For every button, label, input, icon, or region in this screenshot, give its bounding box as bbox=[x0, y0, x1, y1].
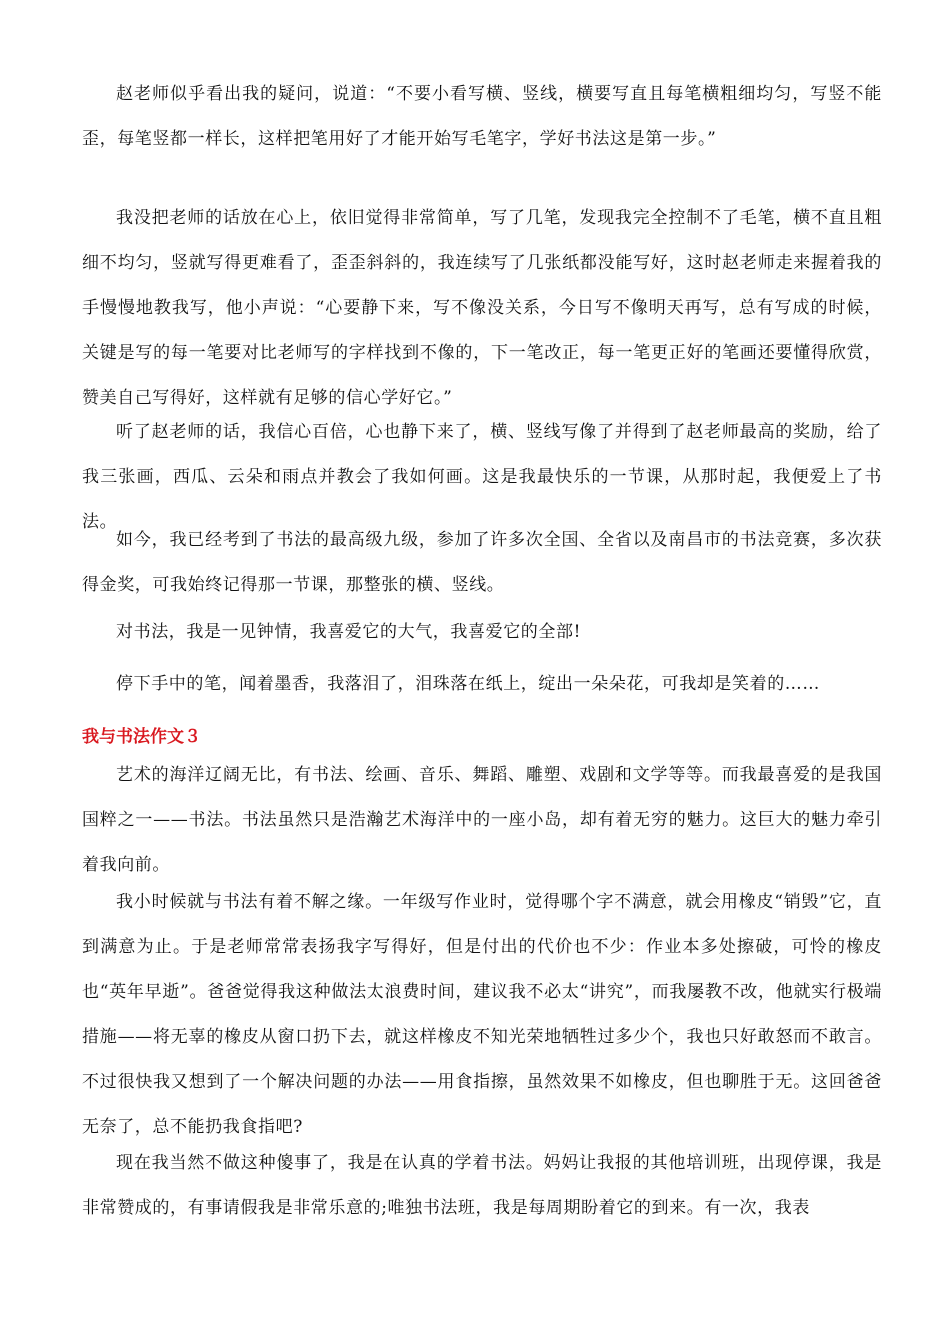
paragraph: 我小时候就与书法有着不解之缘。一年级写作业时，觉得哪个字不满意，就会用橡皮“销毁”它，直到满意为止。于是老师常常表扬我字写得好，但是付出的代价也不少：作业本多处擦破，可怜的橡皮也“英年早逝”。爸爸觉得我这种做法太浪费时间，建议我不必太“讲究”，而我屡教不改，他就实行极端措施——将无辜的橡皮从窗口扔下去，就这样橡皮不知光荣地牺牲过多少个，我也只好敢怒而不敢言。不过很快我又想到了一个解决问题的办法——用食指擦，虽然效果不如橡皮，但也聊胜于无。这回爸爸无奈了，总不能扔我食指吧? bbox=[82, 892, 882, 1137]
paragraph: 如今，我已经考到了书法的最高级九级，参加了许多次全国、全省以及南昌市的书法竞赛，多次获得金奖，可我始终记得那一节课，那整张的横、竖线。 bbox=[82, 530, 882, 595]
section-heading: 我与书法作文３ bbox=[82, 727, 201, 747]
paragraph: 我没把老师的话放在心上，依旧觉得非常简单，写了几笔，发现我完全控制不了毛笔，横不直且粗细不均匀，竖就写得更难看了，歪歪斜斜的，我连续写了几张纸都没能写好，这时赵老师走来握着我的手慢慢地教我写，他小声说：“心要静下来，写不像没关系，今日写不像明天再写，总有写成的时候，关键是写的每一笔要对比老师写的字样找到不像的，下一笔改正，每一笔更正好的笔画还要懂得欣赏，赞美自己写得好，这样就有足够的信心学好它。” bbox=[82, 208, 882, 408]
paragraph: 对书法，我是一见钟情，我喜爱它的大气，我喜爱它的全部! bbox=[116, 622, 582, 642]
paragraph: 艺术的海洋辽阔无比，有书法、绘画、音乐、舞蹈、雕塑、戏剧和文学等等。而我最喜爱的是我国国粹之一——书法。书法虽然只是浩瀚艺术海洋中的一座小岛，却有着无穷的魅力。这巨大的魅力牵引着我向前。 bbox=[82, 765, 882, 875]
paragraph: 赵老师似乎看出我的疑问，说道：“不要小看写横、竖线，横要写直且每笔横粗细均匀，写竖不能歪，每笔竖都一样长，这样把笔用好了才能开始写毛笔字，学好书法这是第一步。” bbox=[82, 84, 882, 149]
paragraph: 听了赵老师的话，我信心百倍，心也静下来了，横、竖线写像了并得到了赵老师最高的奖励，给了我三张画，西瓜、云朵和雨点并教会了我如何画。这是我最快乐的一节课，从那时起，我便爱上了书法。 bbox=[82, 422, 882, 532]
paragraph: 停下手中的笔，闻着墨香，我落泪了，泪珠落在纸上，绽出一朵朵花，可我却是笑着的…… bbox=[116, 674, 820, 694]
paragraph: 现在我当然不做这种傻事了，我是在认真的学着书法。妈妈让我报的其他培训班，出现停课，我是非常赞成的，有事请假我是非常乐意的;唯独书法班，我是每周期盼着它的到来。有一次，我表 bbox=[82, 1153, 882, 1218]
